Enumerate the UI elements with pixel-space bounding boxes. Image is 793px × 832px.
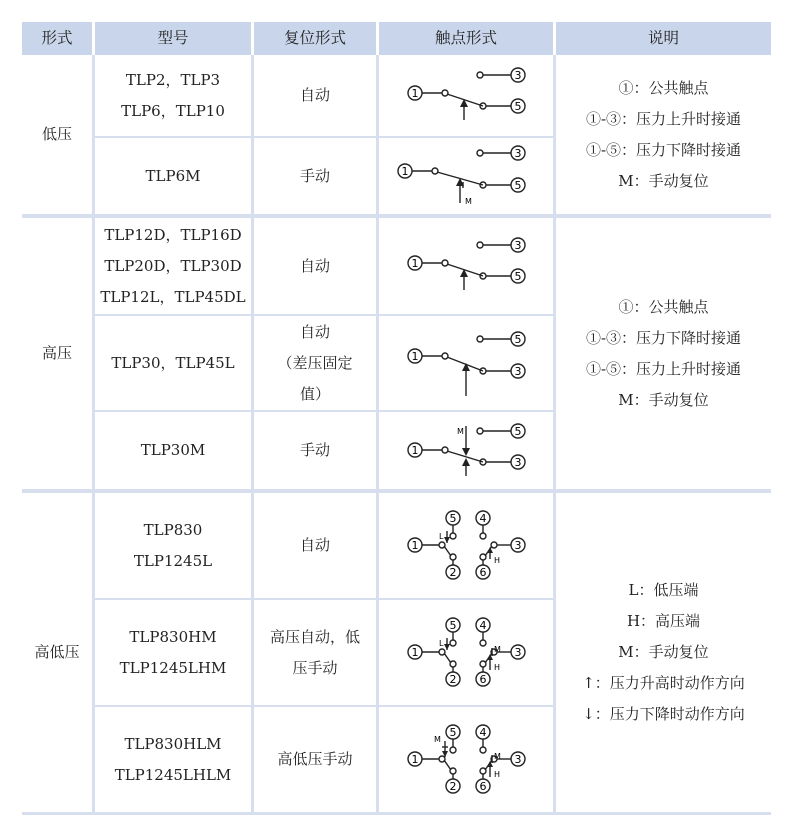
node-1: 1 [401,165,409,178]
header-desc: 说明 [556,22,771,55]
reset-cell: 自动 （差压固定 值） [277,322,353,403]
node-3: 3 [514,753,522,766]
node-3: 3 [514,365,522,378]
reset-cell: 高压自动，低 压手动 [269,627,360,677]
model-cell: TLP830 TLP1245L [133,520,213,570]
contact-diagram [379,707,553,812]
label-m: M [494,645,501,654]
contact-diagram [379,316,553,410]
reset-cell: 自动 [299,86,330,104]
header-contact: 触点形式 [379,22,553,55]
model-cell: TLP6M [145,166,201,185]
reset-cell: 自动 [299,536,330,554]
form-cell: 低压 [41,125,72,143]
label-m: M [465,197,472,206]
node-3: 3 [514,147,522,160]
node-5: 5 [514,270,522,283]
form-cell: 高压 [41,344,72,362]
node-5: 5 [514,100,522,113]
node-6: 6 [479,566,487,579]
node-4: 4 [479,726,487,739]
model-cell: TLP2，TLP3 TLP6，TLP10 [121,70,225,120]
node-5: 5 [449,619,457,632]
contact-diagram [379,138,553,214]
reset-cell: 自动 [299,256,330,275]
node-5: 5 [449,726,457,739]
table-bottom [22,812,771,815]
header-form: 形式 [22,22,92,55]
node-3: 3 [514,456,522,469]
contact-diagram [379,412,553,489]
model-cell: TLP830HLM TLP1245LHLM [114,734,232,784]
label-m: M [434,735,441,744]
model-cell: TLP30M [140,441,206,459]
node-1: 1 [411,646,419,659]
reset-cell: 高低压手动 [277,750,353,768]
node-4: 4 [479,512,487,525]
node-3: 3 [514,539,522,552]
desc-cell: ①：公共触点 ①-③：压力下降时接通 ①-⑤：压力上升时接通 M：手动复位 [585,297,742,409]
model-cell: TLP30，TLP45L [111,353,235,372]
node-2: 2 [449,780,457,793]
reset-cell: 手动 [299,441,330,459]
contact-diagram [379,493,553,598]
node-5: 5 [514,333,522,346]
node-5: 5 [514,425,522,438]
node-1: 1 [411,87,419,100]
node-3: 3 [514,69,522,82]
contact-diagram [379,600,553,705]
desc-cell: ①：公共触点 ①-③：压力上升时接通 ①-⑤：压力下降时接通 M：手动复位 [585,78,742,190]
contact-diagram [379,55,553,136]
node-1: 1 [411,539,419,552]
node-6: 6 [479,673,487,686]
node-1: 1 [411,753,419,766]
form-cell: 高低压 [34,643,80,661]
label-m: M [457,427,464,436]
label-l: L [439,639,444,648]
node-5: 5 [449,512,457,525]
contact-diagram [379,218,553,314]
node-1: 1 [411,350,419,363]
header-reset: 复位形式 [254,22,376,55]
label-l: L [439,532,444,541]
model-cell: TLP830HM TLP1245LHM [119,627,227,677]
label-h: H [494,770,501,779]
header-model: 型号 [95,22,251,55]
model-cell: TLP12D，TLP16D TLP20D，TLP30D TLP12L，TLP45DL [100,225,246,306]
label-m: M [494,752,501,761]
label-h: H [494,663,501,672]
node-5: 5 [514,179,522,192]
desc-cell: L：低压端 H：高压端 M：手动复位 ↑：压力升高时动作方向 ↓：压力下降时动作方向 [582,581,745,723]
node-2: 2 [449,566,457,579]
node-2: 2 [449,673,457,686]
node-3: 3 [514,239,522,252]
node-1: 1 [411,444,419,457]
node-3: 3 [514,646,522,659]
node-6: 6 [479,780,487,793]
node-1: 1 [411,257,419,270]
reset-cell: 手动 [299,166,330,185]
label-h: H [494,556,501,565]
node-4: 4 [479,619,487,632]
